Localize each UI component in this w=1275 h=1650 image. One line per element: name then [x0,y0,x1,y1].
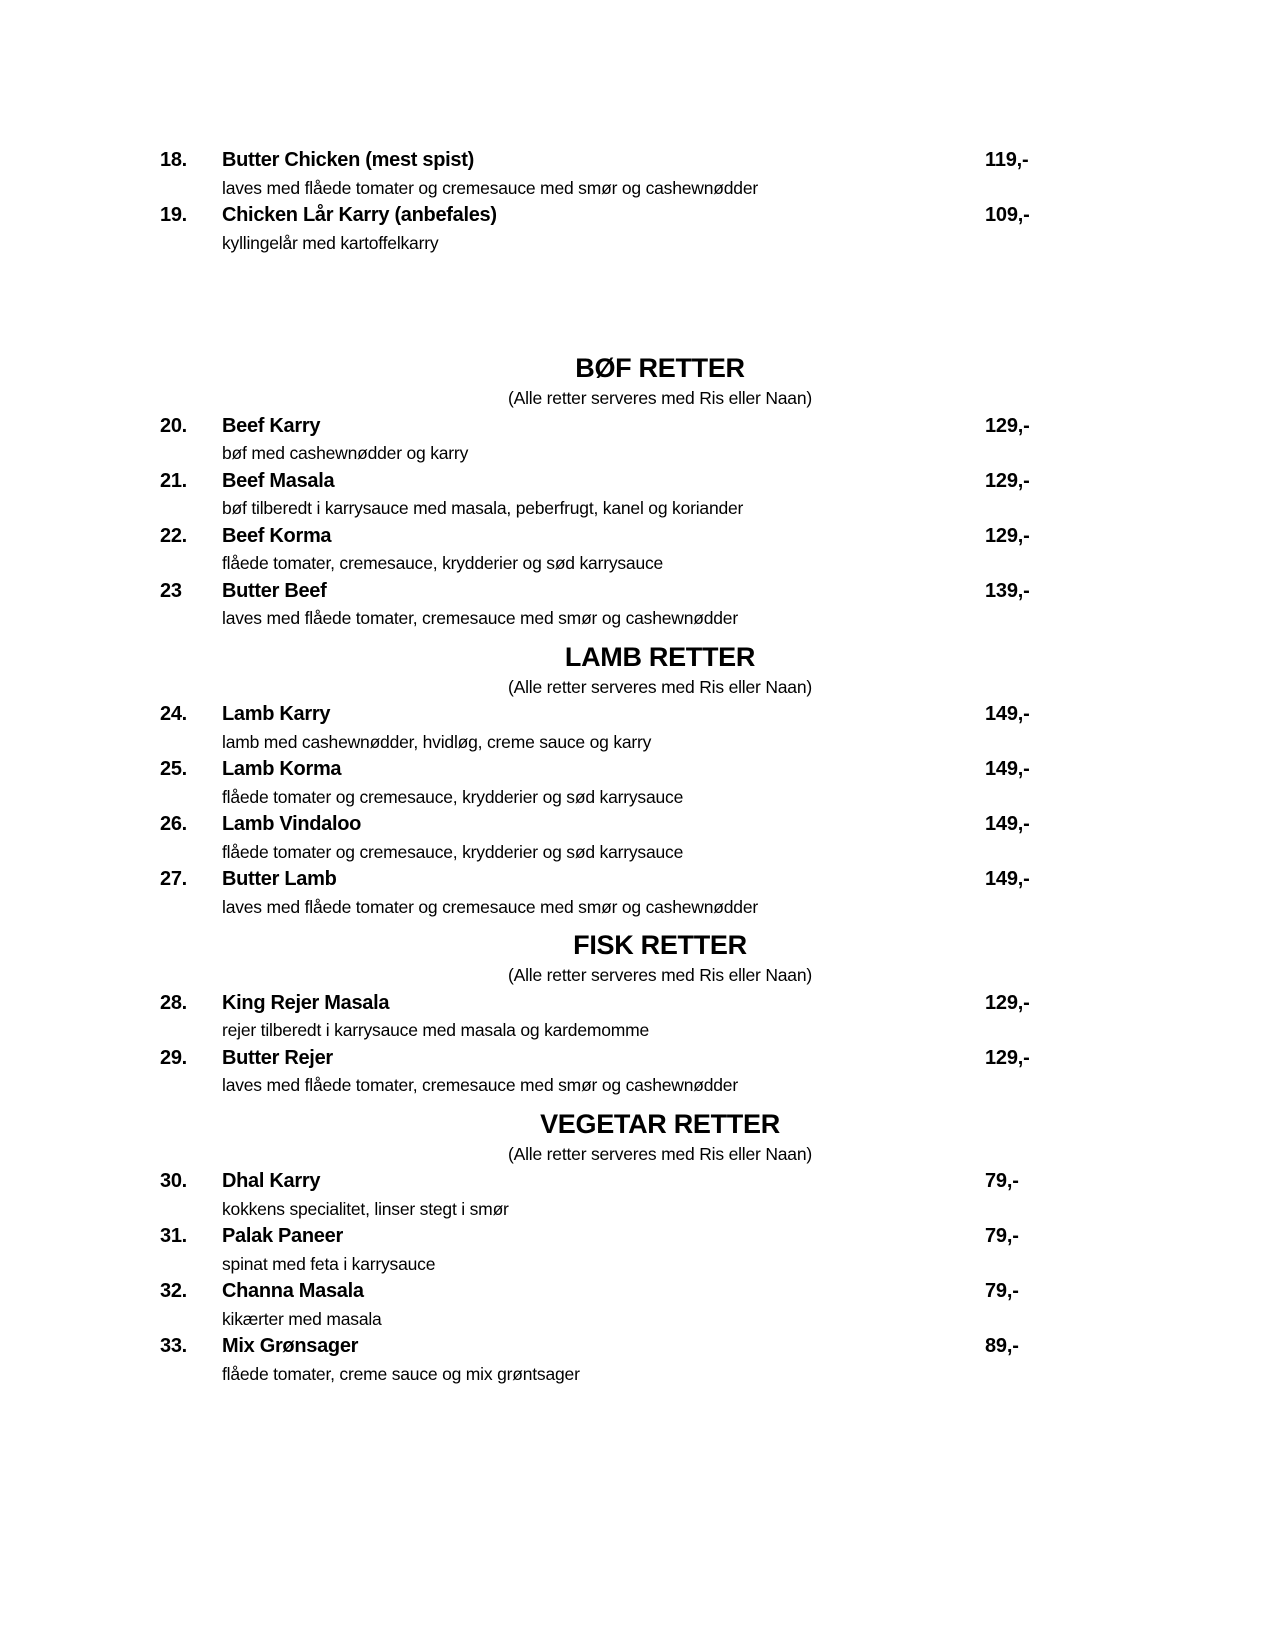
item-number: 29. [160,1046,187,1069]
item-number: 21. [160,469,187,492]
item-description: laves med flåede tomater og cremesauce med smør og cashewnødder [222,896,758,917]
menu-item-row [160,523,1160,578]
section-title: FISK RETTER [573,930,747,960]
item-price: 119,- [985,149,1029,171]
item-title-row [160,468,1160,496]
item-description: bøf tilberedt i karrysauce med masala, peberfrugt, kanel og koriander [222,498,744,518]
item-price: 149,- [985,813,1030,835]
item-description: spinat med feta i karrysauce [222,1253,436,1274]
menu-item-row [160,866,1160,921]
item-number: 33. [160,1335,187,1357]
item-number: 30. [160,1170,187,1192]
item-number: 32. [160,1280,187,1302]
item-description: kokkens specialitet, linser stegt i smør [222,1198,509,1219]
item-name: Butter Beef [222,579,327,602]
menu-item-row [160,756,1160,811]
item-title-row [160,202,1160,230]
item-description: laves med flåede tomater og cremesauce med smør og cashewnødder [222,177,758,198]
item-price: 89,- [985,1335,1019,1357]
item-price: 149,- [985,758,1030,780]
menu-item-row [160,1223,1160,1278]
item-description: rejer tilberedt i karrysauce med masala og kardemomme [222,1020,650,1040]
item-name: Mix Grønsager [222,1335,359,1357]
item-title-row [160,523,1160,551]
item-price: 129,- [985,524,1030,547]
item-name: Butter Lamb [222,868,337,890]
item-name: Beef Masala [222,469,335,492]
section-title: LAMB RETTER [564,641,756,672]
item-name: Beef Karry [222,414,321,437]
item-title-row [160,811,1160,839]
item-price: 109,- [985,204,1030,226]
item-price: 129,- [985,469,1030,492]
section-subtitle: (Alle retter serveres med Ris eller Naan) [508,1143,812,1164]
item-name: Dhal Karry [222,1170,321,1192]
item-title-row [160,866,1160,894]
item-description: lamb med cashewnødder, hvidløg, creme sauce og karry [222,731,652,752]
section-title: VEGETAR RETTER [540,1108,780,1139]
item-price: 129,- [985,414,1030,437]
item-name: King Rejer Masala [222,991,390,1014]
item-title-row [160,413,1160,441]
item-number: 18. [160,149,187,171]
item-name: Butter Rejer [222,1046,333,1069]
item-description: laves med flåede tomater, cremesauce med smør og cashewnødder [222,1075,738,1095]
section-header-fisk-retter [160,929,1160,990]
item-description: flåede tomater og cremesauce, krydderier og sød karrysauce [222,841,684,862]
menu-content [160,0,1160,1388]
item-title-row [160,1223,1160,1251]
item-name: Lamb Vindaloo [222,813,362,835]
item-description: flåede tomater, creme sauce og mix grøntsager [222,1363,580,1384]
item-name: Lamb Karry [222,703,331,725]
item-number: 19. [160,204,187,226]
section-subtitle: (Alle retter serveres med Ris eller Naan) [508,965,812,985]
section-header-bof-retter [160,352,1160,413]
section-header-lamb-retter [160,641,1160,702]
item-name: Beef Korma [222,524,332,547]
item-number: 28. [160,991,187,1014]
item-title-row [160,1045,1160,1073]
item-price: 79,- [985,1225,1019,1247]
item-description: bøf med cashewnødder og karry [222,443,469,463]
menu-item-row [160,1045,1160,1100]
section-subtitle: (Alle retter serveres med Ris eller Naan) [508,676,812,697]
item-title-row [160,756,1160,784]
item-title-row [160,990,1160,1018]
menu-item-row [160,811,1160,866]
item-description: flåede tomater, cremesauce, krydderier og sød karrysauce [222,553,664,573]
item-number: 31. [160,1225,187,1247]
item-number: 23 [160,579,182,602]
section-subtitle: (Alle retter serveres med Ris eller Naan) [508,388,812,408]
item-name: Palak Paneer [222,1225,343,1247]
item-title-row [160,578,1160,606]
item-number: 20. [160,414,187,437]
item-price: 129,- [985,1046,1030,1069]
item-title-row [160,701,1160,729]
item-price: 149,- [985,703,1030,725]
item-name: Lamb Korma [222,758,342,780]
item-number: 27. [160,868,187,890]
menu-item-row [160,413,1160,468]
menu-item-row [160,578,1160,633]
item-description: laves med flåede tomater, cremesauce med smør og cashewnødder [222,608,738,628]
menu-item-row [160,202,1160,257]
item-name: Channa Masala [222,1280,364,1302]
item-price: 79,- [985,1170,1019,1192]
item-name: Butter Chicken (mest spist) [222,149,474,171]
item-number: 24. [160,703,187,725]
item-price: 139,- [985,579,1030,602]
item-title-row [160,1278,1160,1306]
menu-item-row [160,1333,1160,1388]
item-price: 79,- [985,1280,1019,1302]
item-description: kyllingelår med kartoffelkarry [222,232,439,253]
menu-item-row [160,1168,1160,1223]
item-number: 25. [160,758,187,780]
item-description: kikærter med masala [222,1308,382,1329]
item-price: 129,- [985,991,1030,1014]
item-number: 26. [160,813,187,835]
menu-item-row [160,701,1160,756]
section-title: BØF RETTER [575,353,745,383]
item-name: Chicken Lår Karry (anbefales) [222,204,497,226]
item-title-row [160,147,1160,175]
section-header-vegetar-retter [160,1108,1160,1169]
menu-item-row [160,468,1160,523]
item-title-row [160,1168,1160,1196]
menu-item-row [160,990,1160,1045]
item-description: flåede tomater og cremesauce, krydderier og sød karrysauce [222,786,684,807]
menu-item-row [160,147,1160,202]
menu-item-row [160,1278,1160,1333]
item-price: 149,- [985,868,1030,890]
item-number: 22. [160,524,187,547]
item-title-row [160,1333,1160,1361]
